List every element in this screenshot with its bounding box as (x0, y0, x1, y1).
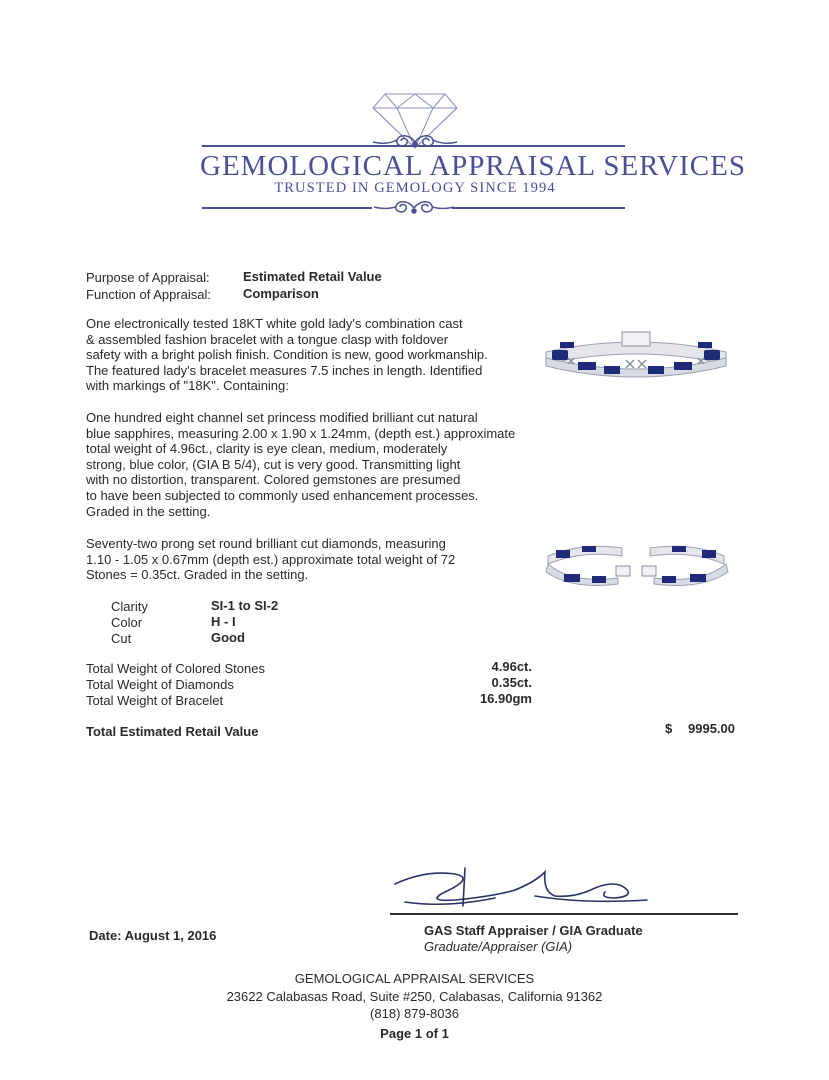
header-top-rule (202, 145, 625, 147)
bracelet-photo-1 (538, 328, 734, 384)
header-bottom-rule-right (452, 207, 625, 209)
bracelet-photo-2 (542, 538, 730, 590)
weight-bracelet-label: Total Weight of Bracelet (86, 693, 224, 708)
header-bottom-rule-left (202, 207, 372, 209)
total-value-label: Total Estimated Retail Value (86, 724, 259, 739)
grade-color-value: H - I (211, 614, 236, 629)
signature-line (390, 913, 738, 915)
company-name: GEMOLOGICAL APPRAISAL SERVICES (200, 150, 746, 182)
grade-clarity-label: Clarity (111, 599, 148, 614)
description-paragraph-1: One electronically tested 18KT white gold lady's combination cast & assembled fashion bracelet with a tongue clasp with foldover safety with a bright polish finish. Condition is new, good workmanship. The featured lady's bracelet measures 7.5 inches in length. Identified with markings of "18K". Containing: (86, 316, 488, 394)
footer-address: 23622 Calabasas Road, Suite #250, Calabasas, California 91362 (226, 988, 603, 1004)
grade-cut-label: Cut (111, 631, 132, 646)
weight-colored-stones-value: 4.96ct. (491, 659, 532, 674)
footer-company: GEMOLOGICAL APPRAISAL SERVICES (294, 971, 535, 986)
description-paragraph-3: Seventy-two prong set round brilliant cut diamonds, measuring 1.10 - 1.05 x 0.67mm (depth est.) approximate total weight of 72 Stones = 0.35ct. Graded in the setting. (86, 536, 456, 583)
appraisal-date: Date: August 1, 2016 (89, 928, 217, 943)
total-amount: 9995.00 (688, 721, 735, 736)
grade-cut-value: Good (211, 630, 245, 645)
function-value: Comparison (243, 286, 319, 301)
footer (100, 971, 729, 1041)
purpose-label: Purpose of Appraisal: (86, 270, 210, 285)
appraiser-signature-icon (385, 862, 685, 917)
weight-bracelet-value: 16.90gm (479, 691, 532, 706)
grade-clarity-value: SI-1 to SI-2 (211, 598, 279, 613)
total-currency: $ (665, 721, 673, 736)
appraiser-title: GAS Staff Appraiser / GIA Graduate (424, 923, 643, 938)
bottom-flourish-icon (372, 196, 456, 220)
grade-color-label: Color (111, 615, 143, 630)
purpose-value: Estimated Retail Value (243, 269, 382, 284)
footer-page-number: Page 1 of 1 (380, 1025, 449, 1041)
company-tagline: TRUSTED IN GEMOLOGY SINCE 1994 (274, 180, 556, 196)
function-label: Function of Appraisal: (86, 287, 212, 302)
weight-diamonds-label: Total Weight of Diamonds (86, 677, 234, 692)
weight-colored-stones-label: Total Weight of Colored Stones (86, 661, 265, 676)
footer-phone: (818) 879-8036 (370, 1006, 459, 1021)
weight-diamonds-value: 0.35ct. (491, 675, 532, 690)
appraiser-subtitle: Graduate/Appraiser (GIA) (424, 939, 573, 954)
description-paragraph-2: One hundred eight channel set princess modified brilliant cut natural blue sapphires, measuring 2.00 x 1.90 x 1.24mm, (depth est.) approximate total weight of 4.96ct., clarity is eye clean, medium, moderately strong, blue color, (GIA B 5/4), cut is very good. Transmitting light with no distortion, transparent. Colored gemstones are presumed to have been subjected to commonly used enhancement processes. Graded in the setting. (86, 410, 516, 519)
